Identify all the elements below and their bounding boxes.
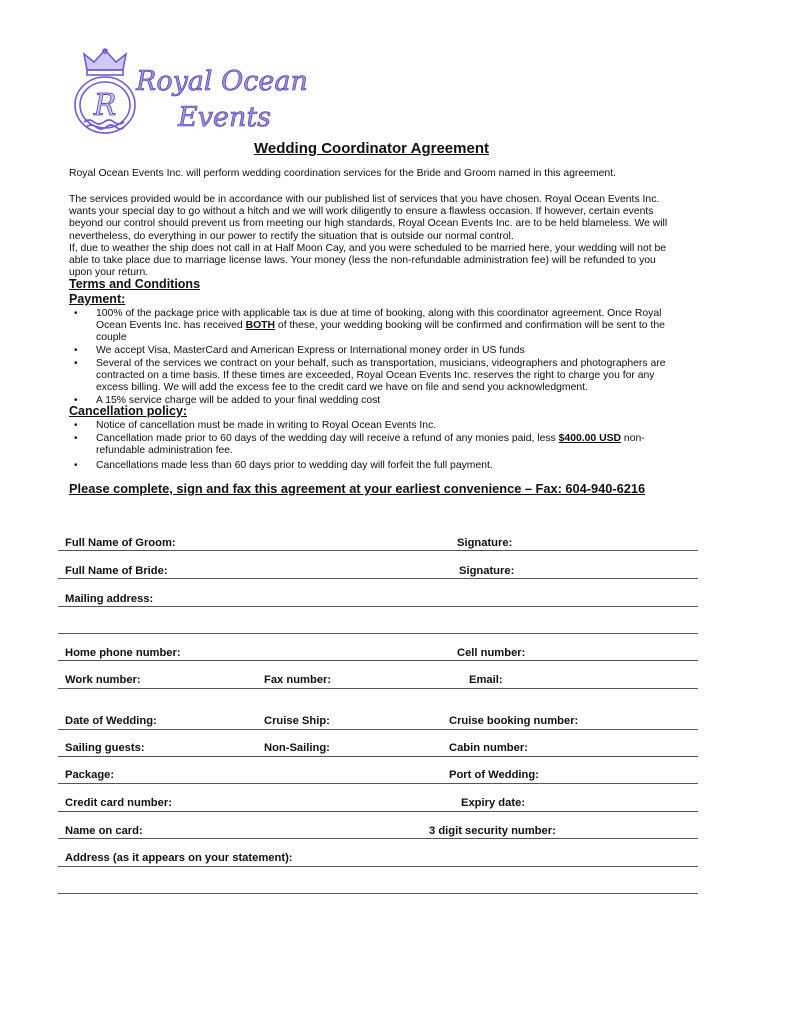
sailing-guests-label: Sailing guests: bbox=[65, 742, 145, 754]
mailing-field-line-2[interactable] bbox=[58, 633, 698, 634]
address-field-line[interactable] bbox=[58, 866, 698, 867]
list-item: • Several of the services we contract on your behalf, such as transportation, musicians, videographers and photographers are contracted on a time basis. If these times are exceeded, Royal Ocean Events Inc. reserves the right to charge you for any excess billing. We will add the excess fee to the credit card we have on file and send you acknowledgment. bbox=[69, 358, 669, 394]
non-sailing-label: Non-Sailing: bbox=[264, 742, 330, 754]
list-item: • Notice of cancellation must be made in writing to Royal Ocean Events Inc. bbox=[69, 420, 669, 432]
date-field-line[interactable] bbox=[58, 729, 698, 730]
email-label: Email: bbox=[469, 674, 503, 686]
home-phone-label: Home phone number: bbox=[65, 647, 181, 659]
cruise-booking-label: Cruise booking number: bbox=[449, 715, 579, 727]
list-item: • We accept Visa, MasterCard and American Express or International money order in US funds bbox=[69, 345, 669, 357]
fax-instruction: Please complete, sign and fax this agreement at your earliest convenience – Fax: 604-940-6216 bbox=[69, 481, 646, 496]
intro-text: Royal Ocean Events Inc. will perform wedding coordination services for the Bride and Groom named in this agreement. bbox=[69, 168, 616, 179]
package-label: Package: bbox=[65, 769, 115, 781]
phone-field-line[interactable] bbox=[58, 660, 698, 661]
groom-name-label: Full Name of Groom: bbox=[65, 537, 176, 549]
list-item: • 100% of the package price with applicable tax is due at time of booking, along with this coordinator agreement. Once Royal Ocean Events Inc. has received BOTH of these, your wedding booking will be confirmed and confirmation will be sent to the couple bbox=[69, 308, 669, 344]
groom-field-line[interactable] bbox=[58, 550, 698, 551]
mailing-address-label: Mailing address: bbox=[65, 593, 154, 605]
billing-address-label: Address (as it appears on your statement): bbox=[65, 852, 293, 864]
work-number-label: Work number: bbox=[65, 674, 141, 686]
cruise-ship-label: Cruise Ship: bbox=[264, 715, 330, 727]
expiry-date-label: Expiry date: bbox=[461, 797, 526, 809]
work-field-line[interactable] bbox=[58, 688, 698, 689]
name-on-card-label: Name on card: bbox=[65, 825, 143, 837]
terms-heading: Terms and Conditions bbox=[69, 277, 201, 291]
list-item: • A 15% service charge will be added to your final wedding cost bbox=[69, 395, 669, 407]
bride-name-label: Full Name of Bride: bbox=[65, 565, 168, 577]
wedding-date-label: Date of Wedding: bbox=[65, 715, 157, 727]
logo-text-line1: Royal Ocean bbox=[136, 66, 308, 97]
fax-number-label: Fax number: bbox=[264, 674, 332, 686]
payment-list bbox=[69, 308, 669, 408]
groom-signature-label: Signature: bbox=[457, 537, 513, 549]
bride-signature-label: Signature: bbox=[459, 565, 515, 577]
address-field-line-2[interactable] bbox=[58, 893, 698, 894]
cell-number-label: Cell number: bbox=[457, 647, 526, 659]
company-logo bbox=[70, 48, 320, 138]
security-number-label: 3 digit security number: bbox=[429, 825, 556, 837]
svg-text:R: R bbox=[93, 88, 117, 123]
list-item: • Cancellations made less than 60 days prior to wedding day will forfeit the full payment. bbox=[69, 460, 669, 472]
bride-field-line[interactable] bbox=[58, 578, 698, 579]
cabin-number-label: Cabin number: bbox=[449, 742, 528, 754]
list-item: • Cancellation made prior to 60 days of the wedding day will receive a refund of any monies paid, less $400.00 USD non- refundable administration fee. bbox=[69, 433, 669, 457]
credit-card-label: Credit card number: bbox=[65, 797, 172, 809]
page-title: Wedding Coordinator Agreement bbox=[253, 140, 489, 157]
credit-card-field-line[interactable] bbox=[58, 811, 698, 812]
mailing-field-line[interactable] bbox=[58, 606, 698, 607]
services-paragraph: The services provided would be in accordance with our published list of services that you have chosen. Royal Ocean Events Inc. wants your special day to go without a hitch and we will work diligently to ensure a flawless occasion. If however, certain events beyond our control should prevent us from meeting our high standards, Royal Ocean Events Inc. are to be held blameless. We will nevertheless, do everything in our power to rectify the situation that is outside our normal control. If, due to weather the ship does not call in at Half Moon Cay, and you were scheduled to be married here, your wedding will not be able to take place due to marriage license laws. Your money (less the non-refundable administration fee) will be refunded to you upon your return. bbox=[69, 194, 668, 279]
package-field-line[interactable] bbox=[58, 783, 698, 784]
payment-heading: Payment: bbox=[69, 292, 126, 306]
port-of-wedding-label: Port of Wedding: bbox=[449, 769, 539, 781]
sailing-field-line[interactable] bbox=[58, 756, 698, 757]
card-name-field-line[interactable] bbox=[58, 838, 698, 839]
crown-icon bbox=[70, 48, 140, 136]
cancellation-heading: Cancellation policy: bbox=[69, 404, 188, 418]
cancellation-list bbox=[69, 420, 669, 473]
logo-text-line2: Events bbox=[178, 102, 272, 133]
